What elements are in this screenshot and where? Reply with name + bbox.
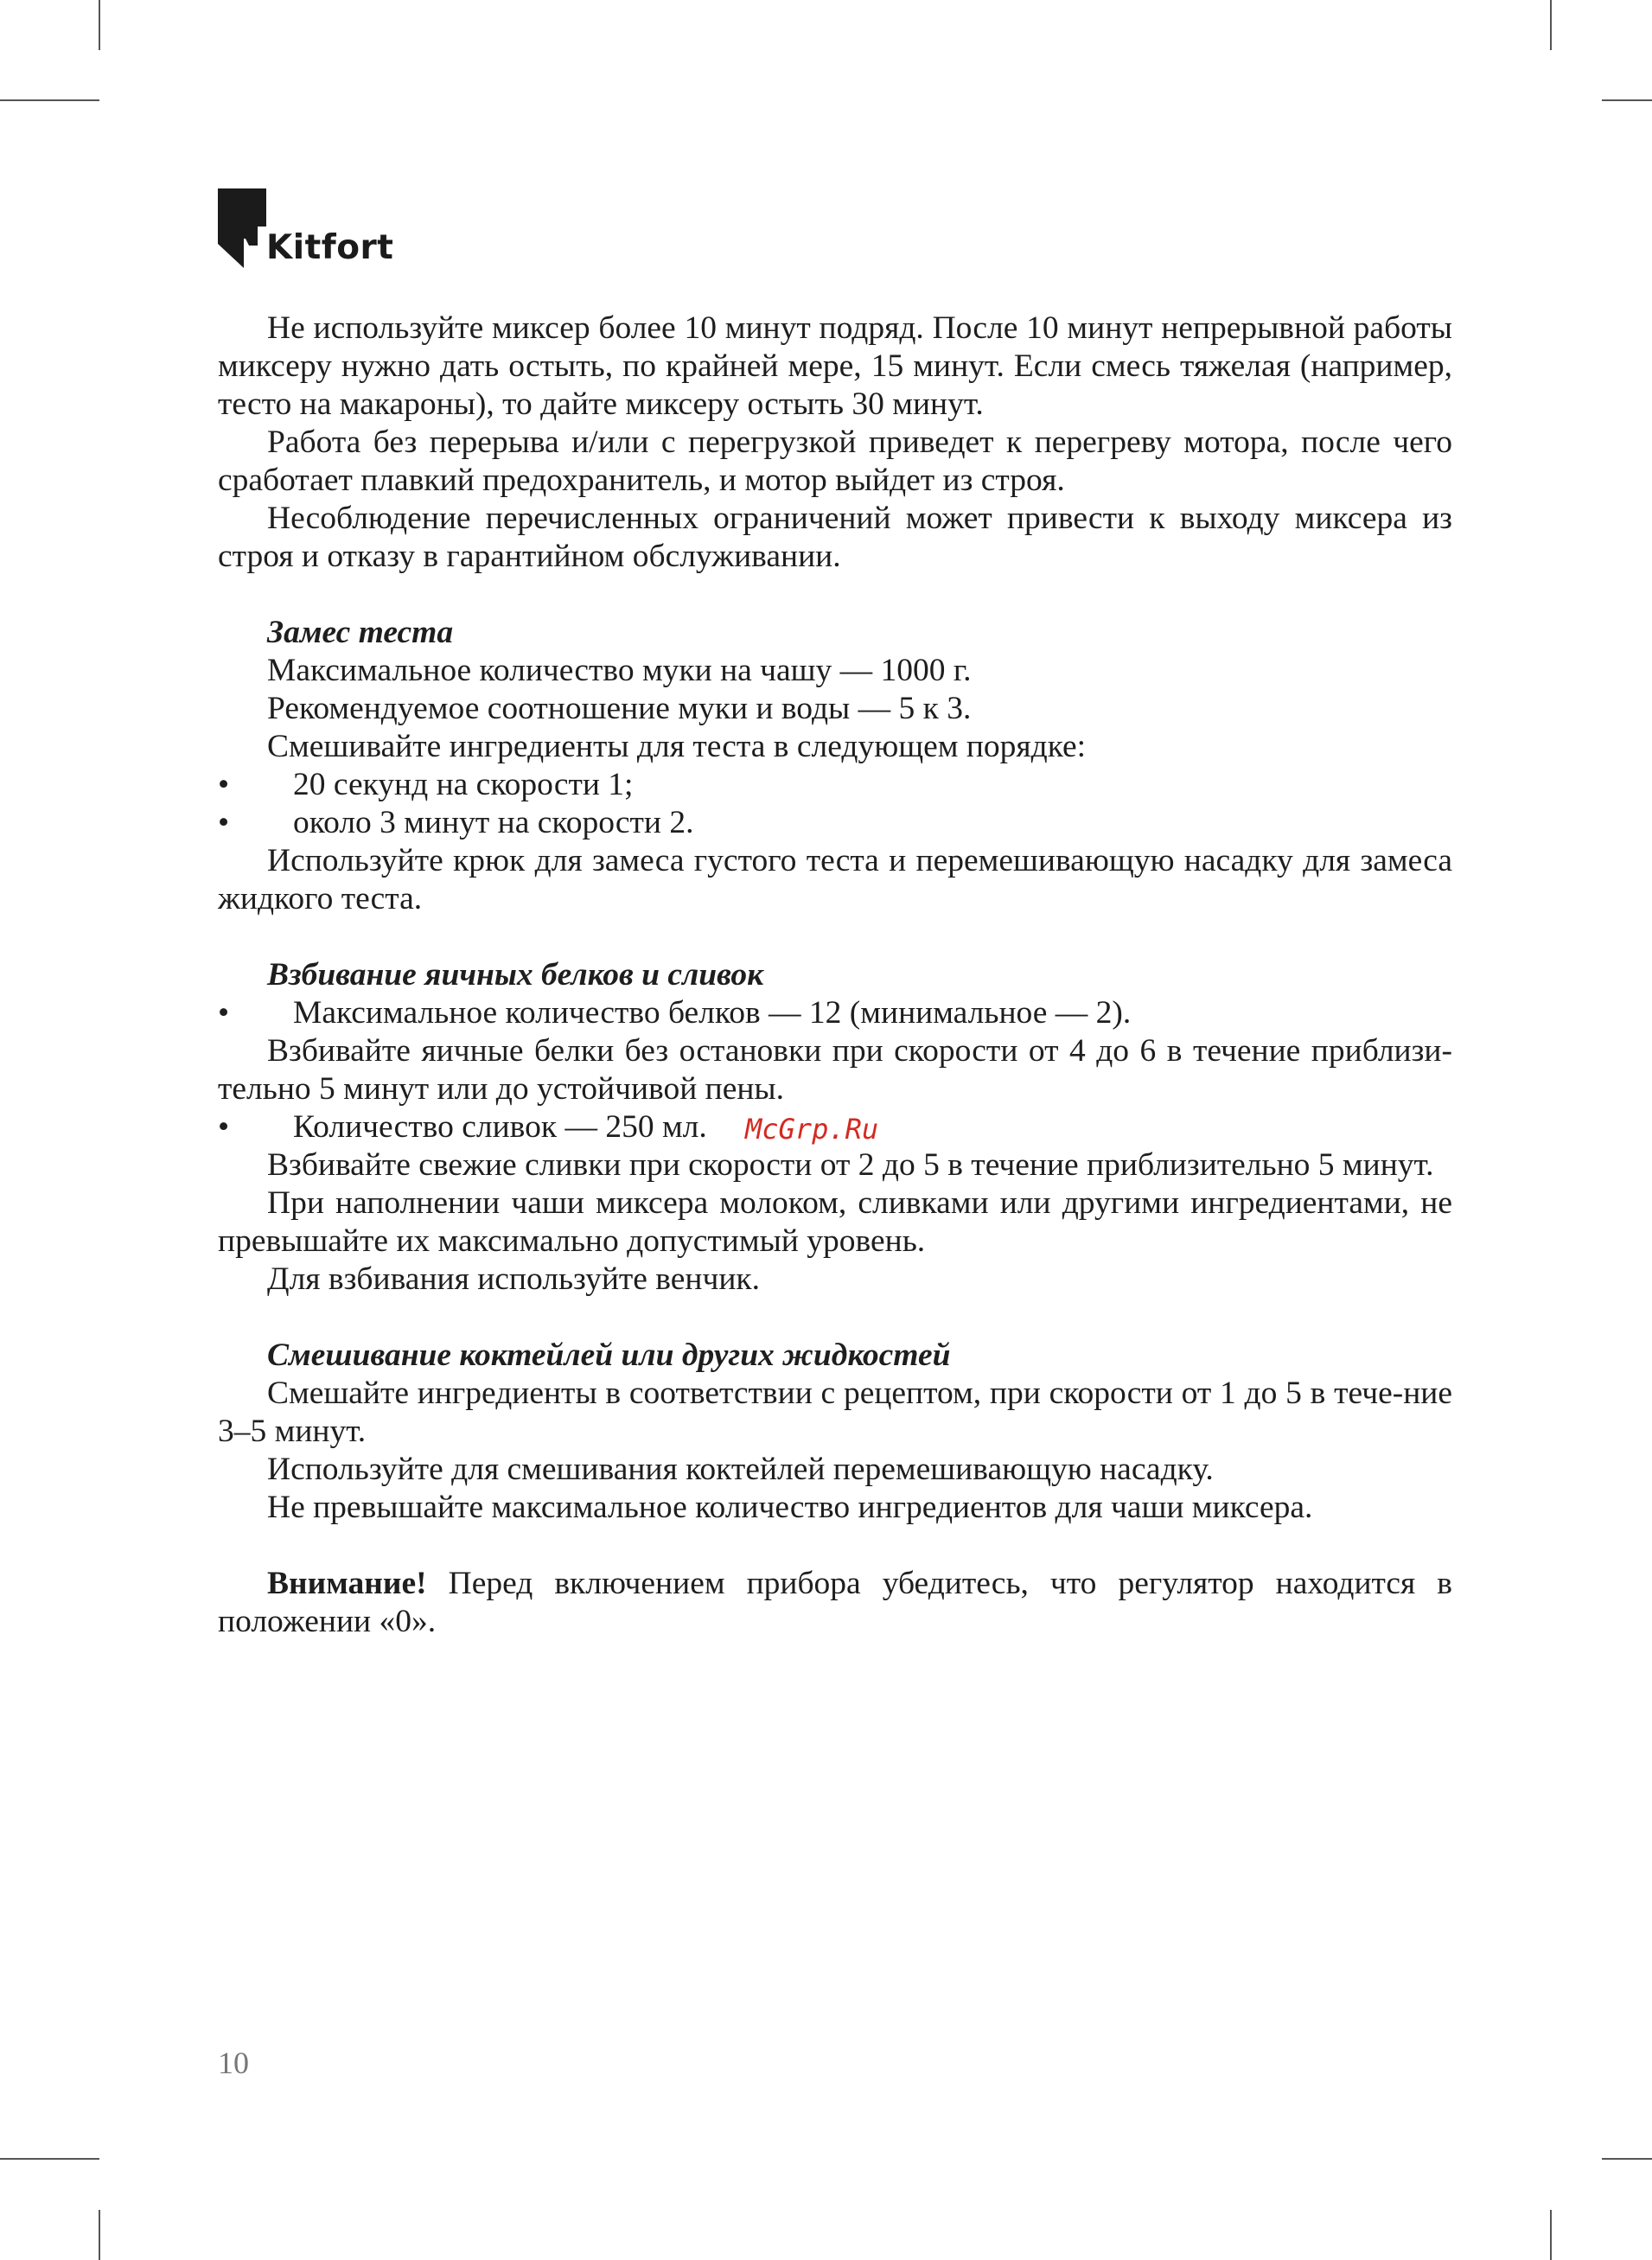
warning-paragraph [218, 1565, 1452, 1641]
brand-name: Kitfort [266, 228, 394, 267]
bullet-icon: • [218, 767, 230, 802]
crop-mark [1550, 0, 1552, 50]
text-paragraph: Не превышайте максимальное количество ингредиентов для чаши миксера. [267, 1490, 1313, 1525]
text-paragraph: Смешайте ингредиенты в соответствии с рецептом, при скорости от 1 до 5 в тече-ние 3–5 минут. [218, 1376, 1452, 1449]
text-line: Смешивайте ингредиенты для теста в следующем порядке: [267, 729, 1087, 764]
section-heading-mix: Смешивание коктейлей или других жидкостей [267, 1337, 951, 1373]
intro-paragraph: Работа без перерыва и/или с перегрузкой приведет к перегреву мотора, после чего сработает плавкий предохранитель, и мотор выйдет из строя. [218, 425, 1452, 498]
list-item [218, 994, 1452, 1032]
crop-mark [0, 2158, 99, 2160]
intro-paragraph: Несоблюдение перечисленных ограничений может привести к выходу миксера из строя и отказу в гарантийном обслуживании. [218, 501, 1452, 574]
text-paragraph: Взбивайте яичные белки без остановки при скорости от 4 до 6 в течение приблизи-тельно 5 минут или до устойчивой пены. [218, 1033, 1452, 1107]
section-heading-dough: Замес теста [267, 615, 454, 650]
intro-paragraph: Не используйте миксер более 10 минут подряд. После 10 минут непрерывной работы миксеру нужно дать остыть, по крайней мере, 15 минут. Если смесь тяжелая (например, тесто на макароны), то дайте миксеру остыть 30 минут. [218, 310, 1452, 422]
list-item-text: около 3 минут на скорости 2. [293, 805, 694, 840]
crop-mark [1602, 2158, 1652, 2160]
text-paragraph: При наполнении чаши миксера молоком, сливками или другими ингредиентами, не превышайте их максимально допустимый уровень. [218, 1185, 1452, 1259]
bullet-icon: • [218, 1109, 230, 1145]
text-paragraph: Используйте для смешивания коктейлей перемешивающую насадку. [267, 1452, 1214, 1487]
text-line: Максимальное количество муки на чашу — 1000 г. [267, 653, 972, 688]
text-line: Рекомендуемое соотношение муки и воды — 5 к 3. [267, 691, 972, 726]
kitfort-k-mark-icon [218, 188, 270, 268]
list-item-text: Количество сливок — 250 мл. [293, 1109, 707, 1145]
crop-mark [1602, 99, 1652, 101]
bullet-icon: • [218, 995, 230, 1031]
list-item-text: 20 секунд на скорости 1; [293, 767, 634, 802]
warning-label: Внимание! [267, 1566, 427, 1601]
crop-mark [99, 2210, 100, 2260]
text-paragraph: Используйте крюк для замеса густого теста и перемешивающую насадку для замеса жидкого теста. [218, 843, 1452, 916]
crop-mark [1550, 2210, 1552, 2260]
crop-mark [0, 99, 99, 101]
list-item [218, 766, 1452, 804]
watermark: McGrp.Ru [745, 1113, 879, 1146]
section-heading-whip: Взбивание яичных белков и сливок [267, 957, 764, 993]
crop-mark [99, 0, 100, 50]
page-number: 10 [218, 2046, 249, 2080]
text-paragraph: Для взбивания используйте венчик. [267, 1261, 761, 1297]
text-paragraph: Взбивайте свежие сливки при скорости от 2 до 5 в течение приблизительно 5 минут. [267, 1147, 1434, 1183]
bullet-icon: • [218, 805, 230, 840]
list-item-text: Максимальное количество белков — 12 (минимальное — 2). [293, 995, 1132, 1031]
list-item [218, 804, 1452, 842]
warning-text: Перед включением прибора убедитесь, что регулятор находится в положении «0». [218, 1566, 1452, 1639]
page-content [218, 310, 1452, 1641]
